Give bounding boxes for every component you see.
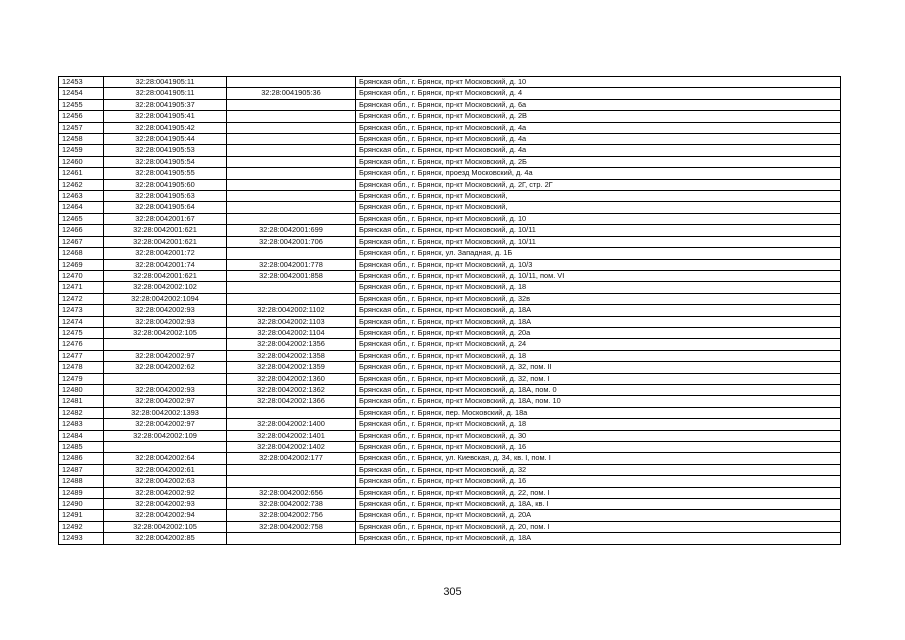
- table-row: [59, 191, 841, 202]
- cadastral-number-cell: 32:28:0042002:85: [104, 533, 227, 544]
- record-number-cell: 12473: [59, 305, 104, 316]
- cadastral-number-cell: 32:28:0042002:93: [104, 499, 227, 510]
- related-cadastral-number-cell: [227, 464, 356, 475]
- table-row: [59, 510, 841, 521]
- table-row: [59, 476, 841, 487]
- address-cell: Брянская обл., г. Брянск, пр-кт Московский, д. 4а: [356, 134, 841, 145]
- address-cell: Брянская обл., г. Брянск, пр-кт Московский, д. 10/11: [356, 225, 841, 236]
- cadastral-number-cell: 32:28:0041905:54: [104, 156, 227, 167]
- record-number-cell: 12463: [59, 191, 104, 202]
- cadastral-number-cell: 32:28:0041905:42: [104, 122, 227, 133]
- table-row: [59, 270, 841, 281]
- cadastral-number-cell: 32:28:0042002:93: [104, 316, 227, 327]
- cadastral-number-cell: 32:28:0042002:93: [104, 384, 227, 395]
- table-row: [59, 316, 841, 327]
- address-cell: Брянская обл., г. Брянск, пр-кт Московский, д. 10/3: [356, 259, 841, 270]
- table-row: [59, 134, 841, 145]
- address-cell: Брянская обл., г. Брянск, пр-кт Московский, д. 18: [356, 350, 841, 361]
- table-row: [59, 88, 841, 99]
- table-row: [59, 499, 841, 510]
- related-cadastral-number-cell: 32:28:0042002:1360: [227, 373, 356, 384]
- address-cell: Брянская обл., г. Брянск, пр-кт Московский, д. 18: [356, 282, 841, 293]
- table-row: [59, 156, 841, 167]
- record-number-cell: 12465: [59, 213, 104, 224]
- related-cadastral-number-cell: 32:28:0042002:1402: [227, 442, 356, 453]
- address-cell: Брянская обл., г. Брянск, проезд Московский, д. 4а: [356, 168, 841, 179]
- table-row: [59, 305, 841, 316]
- table-row: [59, 453, 841, 464]
- record-number-cell: 12464: [59, 202, 104, 213]
- cadastral-number-cell: 32:28:0041905:37: [104, 99, 227, 110]
- record-number-cell: 12490: [59, 499, 104, 510]
- address-cell: Брянская обл., г. Брянск, пр-кт Московский, д. 4: [356, 88, 841, 99]
- table-row: [59, 168, 841, 179]
- table-row: [59, 225, 841, 236]
- address-cell: Брянская обл., г. Брянск, пр-кт Московский, д. 18: [356, 419, 841, 430]
- table-row: [59, 202, 841, 213]
- record-number-cell: 12483: [59, 419, 104, 430]
- record-number-cell: 12493: [59, 533, 104, 544]
- related-cadastral-number-cell: [227, 145, 356, 156]
- related-cadastral-number-cell: [227, 282, 356, 293]
- related-cadastral-number-cell: [227, 179, 356, 190]
- record-number-cell: 12488: [59, 476, 104, 487]
- record-number-cell: 12487: [59, 464, 104, 475]
- record-number-cell: 12466: [59, 225, 104, 236]
- cadastral-number-cell: 32:28:0042002:105: [104, 327, 227, 338]
- related-cadastral-number-cell: 32:28:0042002:1103: [227, 316, 356, 327]
- table-row: [59, 213, 841, 224]
- record-number-cell: 12470: [59, 270, 104, 281]
- address-cell: Брянская обл., г. Брянск, пр-кт Московский, д. 4а: [356, 145, 841, 156]
- table-row: [59, 145, 841, 156]
- record-number-cell: 12476: [59, 339, 104, 350]
- cadastral-number-cell: 32:28:0042002:105: [104, 521, 227, 532]
- related-cadastral-number-cell: [227, 134, 356, 145]
- related-cadastral-number-cell: 32:28:0042002:1401: [227, 430, 356, 441]
- record-number-cell: 12491: [59, 510, 104, 521]
- table-row: [59, 533, 841, 544]
- table-row: [59, 396, 841, 407]
- cadastral-number-cell: [104, 442, 227, 453]
- cadastral-number-cell: 32:28:0041905:55: [104, 168, 227, 179]
- address-cell: Брянская обл., г. Брянск, пр-кт Московский, д. 18А: [356, 305, 841, 316]
- related-cadastral-number-cell: [227, 248, 356, 259]
- address-cell: Брянская обл., г. Брянск, пр-кт Московский, д. 2В: [356, 111, 841, 122]
- record-number-cell: 12492: [59, 521, 104, 532]
- record-number-cell: 12469: [59, 259, 104, 270]
- table-row: [59, 407, 841, 418]
- address-cell: Брянская обл., г. Брянск, пр-кт Московский, д. 32, пом. I: [356, 373, 841, 384]
- address-cell: Брянская обл., г. Брянск, пр-кт Московский, д. 22, пом. I: [356, 487, 841, 498]
- cadastral-number-cell: 32:28:0042001:72: [104, 248, 227, 259]
- address-cell: Брянская обл., г. Брянск, пр-кт Московский,: [356, 191, 841, 202]
- record-number-cell: 12459: [59, 145, 104, 156]
- related-cadastral-number-cell: 32:28:0042001:858: [227, 270, 356, 281]
- cadastral-number-cell: 32:28:0041905:41: [104, 111, 227, 122]
- related-cadastral-number-cell: [227, 191, 356, 202]
- record-number-cell: 12460: [59, 156, 104, 167]
- cadastral-number-cell: 32:28:0042002:109: [104, 430, 227, 441]
- related-cadastral-number-cell: 32:28:0042002:1362: [227, 384, 356, 395]
- cadastral-number-cell: 32:28:0041905:44: [104, 134, 227, 145]
- registry-table: [58, 76, 841, 545]
- related-cadastral-number-cell: [227, 293, 356, 304]
- address-cell: Брянская обл., г. Брянск, пр-кт Московский, д. 6а: [356, 99, 841, 110]
- cadastral-number-cell: 32:28:0042002:97: [104, 419, 227, 430]
- record-number-cell: 12471: [59, 282, 104, 293]
- table-row: [59, 236, 841, 247]
- record-number-cell: 12479: [59, 373, 104, 384]
- cadastral-number-cell: 32:28:0042002:64: [104, 453, 227, 464]
- table-row: [59, 248, 841, 259]
- record-number-cell: 12484: [59, 430, 104, 441]
- related-cadastral-number-cell: 32:28:0042002:1356: [227, 339, 356, 350]
- related-cadastral-number-cell: 32:28:0041905:36: [227, 88, 356, 99]
- address-cell: Брянская обл., г. Брянск, ул. Киевская, д. 34, кв. I, пом. I: [356, 453, 841, 464]
- cadastral-number-cell: 32:28:0041905:64: [104, 202, 227, 213]
- record-number-cell: 12457: [59, 122, 104, 133]
- address-cell: Брянская обл., г. Брянск, пр-кт Московский,: [356, 202, 841, 213]
- table-row: [59, 259, 841, 270]
- address-cell: Брянская обл., г. Брянск, пр-кт Московский, д. 20а: [356, 327, 841, 338]
- address-cell: Брянская обл., г. Брянск, пр-кт Московский, д. 10/11: [356, 236, 841, 247]
- address-cell: Брянская обл., г. Брянск, пр-кт Московский, д. 18А, пом. 0: [356, 384, 841, 395]
- related-cadastral-number-cell: 32:28:0042002:1102: [227, 305, 356, 316]
- related-cadastral-number-cell: [227, 99, 356, 110]
- table-row: [59, 282, 841, 293]
- address-cell: Брянская обл., г. Брянск, пр-кт Московский, д. 24: [356, 339, 841, 350]
- table-row: [59, 430, 841, 441]
- related-cadastral-number-cell: 32:28:0042002:1359: [227, 362, 356, 373]
- related-cadastral-number-cell: 32:28:0042002:1358: [227, 350, 356, 361]
- cadastral-number-cell: 32:28:0042002:102: [104, 282, 227, 293]
- address-cell: Брянская обл., г. Брянск, пр-кт Московский, д. 20, пом. I: [356, 521, 841, 532]
- address-cell: Брянская обл., г. Брянск, пр-кт Московский, д. 32: [356, 464, 841, 475]
- address-cell: Брянская обл., г. Брянск, пр-кт Московский, д. 16: [356, 476, 841, 487]
- record-number-cell: 12468: [59, 248, 104, 259]
- address-cell: Брянская обл., г. Брянск, пр-кт Московский, д. 16: [356, 442, 841, 453]
- address-cell: Брянская обл., г. Брянск, пр-кт Московский, д. 32в: [356, 293, 841, 304]
- cadastral-number-cell: 32:28:0042002:1094: [104, 293, 227, 304]
- record-number-cell: 12489: [59, 487, 104, 498]
- related-cadastral-number-cell: 32:28:0042001:706: [227, 236, 356, 247]
- cadastral-number-cell: 32:28:0042002:97: [104, 396, 227, 407]
- related-cadastral-number-cell: 32:28:0042002:1104: [227, 327, 356, 338]
- address-cell: Брянская обл., г. Брянск, пр-кт Московский, д. 10/11, пом. VI: [356, 270, 841, 281]
- cadastral-number-cell: 32:28:0042002:1393: [104, 407, 227, 418]
- address-cell: Брянская обл., г. Брянск, пр-кт Московский, д. 2Г, стр. 2Г: [356, 179, 841, 190]
- cadastral-number-cell: 32:28:0042002:94: [104, 510, 227, 521]
- address-cell: Брянская обл., г. Брянск, пр-кт Московский, д. 18А, пом. 10: [356, 396, 841, 407]
- address-cell: Брянская обл., г. Брянск, пр-кт Московский, д. 4а: [356, 122, 841, 133]
- address-cell: Брянская обл., г. Брянск, пр-кт Московский, д. 32, пом. II: [356, 362, 841, 373]
- table-row: [59, 179, 841, 190]
- address-cell: Брянская обл., г. Брянск, пр-кт Московский, д. 10: [356, 77, 841, 88]
- table-row: [59, 122, 841, 133]
- related-cadastral-number-cell: 32:28:0042002:756: [227, 510, 356, 521]
- cadastral-number-cell: 32:28:0041905:63: [104, 191, 227, 202]
- table-row: [59, 350, 841, 361]
- related-cadastral-number-cell: [227, 168, 356, 179]
- related-cadastral-number-cell: 32:28:0042002:758: [227, 521, 356, 532]
- record-number-cell: 12467: [59, 236, 104, 247]
- table-row: [59, 384, 841, 395]
- related-cadastral-number-cell: [227, 476, 356, 487]
- cadastral-number-cell: 32:28:0042002:62: [104, 362, 227, 373]
- cadastral-number-cell: 32:28:0042002:97: [104, 350, 227, 361]
- table-row: [59, 373, 841, 384]
- record-number-cell: 12477: [59, 350, 104, 361]
- table-row: [59, 77, 841, 88]
- record-number-cell: 12472: [59, 293, 104, 304]
- record-number-cell: 12474: [59, 316, 104, 327]
- related-cadastral-number-cell: 32:28:0042001:699: [227, 225, 356, 236]
- related-cadastral-number-cell: [227, 111, 356, 122]
- cadastral-number-cell: 32:28:0042001:621: [104, 270, 227, 281]
- related-cadastral-number-cell: [227, 533, 356, 544]
- cadastral-number-cell: 32:28:0042002:61: [104, 464, 227, 475]
- cadastral-number-cell: 32:28:0042001:67: [104, 213, 227, 224]
- cadastral-number-cell: 32:28:0042002:92: [104, 487, 227, 498]
- record-number-cell: 12478: [59, 362, 104, 373]
- record-number-cell: 12462: [59, 179, 104, 190]
- table-row: [59, 339, 841, 350]
- record-number-cell: 12480: [59, 384, 104, 395]
- registry-table-body: [59, 77, 841, 545]
- related-cadastral-number-cell: 32:28:0042002:1366: [227, 396, 356, 407]
- table-row: [59, 362, 841, 373]
- record-number-cell: 12481: [59, 396, 104, 407]
- record-number-cell: 12461: [59, 168, 104, 179]
- cadastral-number-cell: [104, 373, 227, 384]
- related-cadastral-number-cell: 32:28:0042002:656: [227, 487, 356, 498]
- related-cadastral-number-cell: 32:28:0042002:738: [227, 499, 356, 510]
- related-cadastral-number-cell: [227, 213, 356, 224]
- record-number-cell: 12454: [59, 88, 104, 99]
- record-number-cell: 12458: [59, 134, 104, 145]
- address-cell: Брянская обл., г. Брянск, ул. Западная, д. 1Б: [356, 248, 841, 259]
- cadastral-number-cell: 32:28:0041905:60: [104, 179, 227, 190]
- address-cell: Брянская обл., г. Брянск, пр-кт Московский, д. 2Б: [356, 156, 841, 167]
- cadastral-number-cell: 32:28:0042002:93: [104, 305, 227, 316]
- cadastral-number-cell: 32:28:0042001:74: [104, 259, 227, 270]
- cadastral-number-cell: 32:28:0042002:63: [104, 476, 227, 487]
- table-row: [59, 442, 841, 453]
- record-number-cell: 12486: [59, 453, 104, 464]
- record-number-cell: 12456: [59, 111, 104, 122]
- related-cadastral-number-cell: 32:28:0042002:177: [227, 453, 356, 464]
- cadastral-number-cell: 32:28:0041905:53: [104, 145, 227, 156]
- address-cell: Брянская обл., г. Брянск, пр-кт Московский, д. 20А: [356, 510, 841, 521]
- record-number-cell: 12485: [59, 442, 104, 453]
- table-row: [59, 293, 841, 304]
- related-cadastral-number-cell: [227, 156, 356, 167]
- address-cell: Брянская обл., г. Брянск, пр-кт Московский, д. 18А: [356, 316, 841, 327]
- table-row: [59, 521, 841, 532]
- table-row: [59, 419, 841, 430]
- table-row: [59, 99, 841, 110]
- address-cell: Брянская обл., г. Брянск, пер. Московский, д. 18а: [356, 407, 841, 418]
- table-row: [59, 464, 841, 475]
- related-cadastral-number-cell: [227, 77, 356, 88]
- related-cadastral-number-cell: [227, 122, 356, 133]
- table-row: [59, 111, 841, 122]
- address-cell: Брянская обл., г. Брянск, пр-кт Московский, д. 18А: [356, 533, 841, 544]
- record-number-cell: 12453: [59, 77, 104, 88]
- related-cadastral-number-cell: 32:28:0042001:778: [227, 259, 356, 270]
- related-cadastral-number-cell: [227, 407, 356, 418]
- cadastral-number-cell: [104, 339, 227, 350]
- cadastral-number-cell: 32:28:0042001:621: [104, 225, 227, 236]
- page-number: 305: [443, 586, 462, 598]
- table-row: [59, 487, 841, 498]
- cadastral-number-cell: 32:28:0041905:11: [104, 88, 227, 99]
- related-cadastral-number-cell: 32:28:0042002:1400: [227, 419, 356, 430]
- record-number-cell: 12455: [59, 99, 104, 110]
- record-number-cell: 12475: [59, 327, 104, 338]
- cadastral-number-cell: 32:28:0041905:11: [104, 77, 227, 88]
- address-cell: Брянская обл., г. Брянск, пр-кт Московский, д. 30: [356, 430, 841, 441]
- table-row: [59, 327, 841, 338]
- related-cadastral-number-cell: [227, 202, 356, 213]
- record-number-cell: 12482: [59, 407, 104, 418]
- address-cell: Брянская обл., г. Брянск, пр-кт Московский, д. 10: [356, 213, 841, 224]
- cadastral-number-cell: 32:28:0042001:621: [104, 236, 227, 247]
- address-cell: Брянская обл., г. Брянск, пр-кт Московский, д. 18А, кв. I: [356, 499, 841, 510]
